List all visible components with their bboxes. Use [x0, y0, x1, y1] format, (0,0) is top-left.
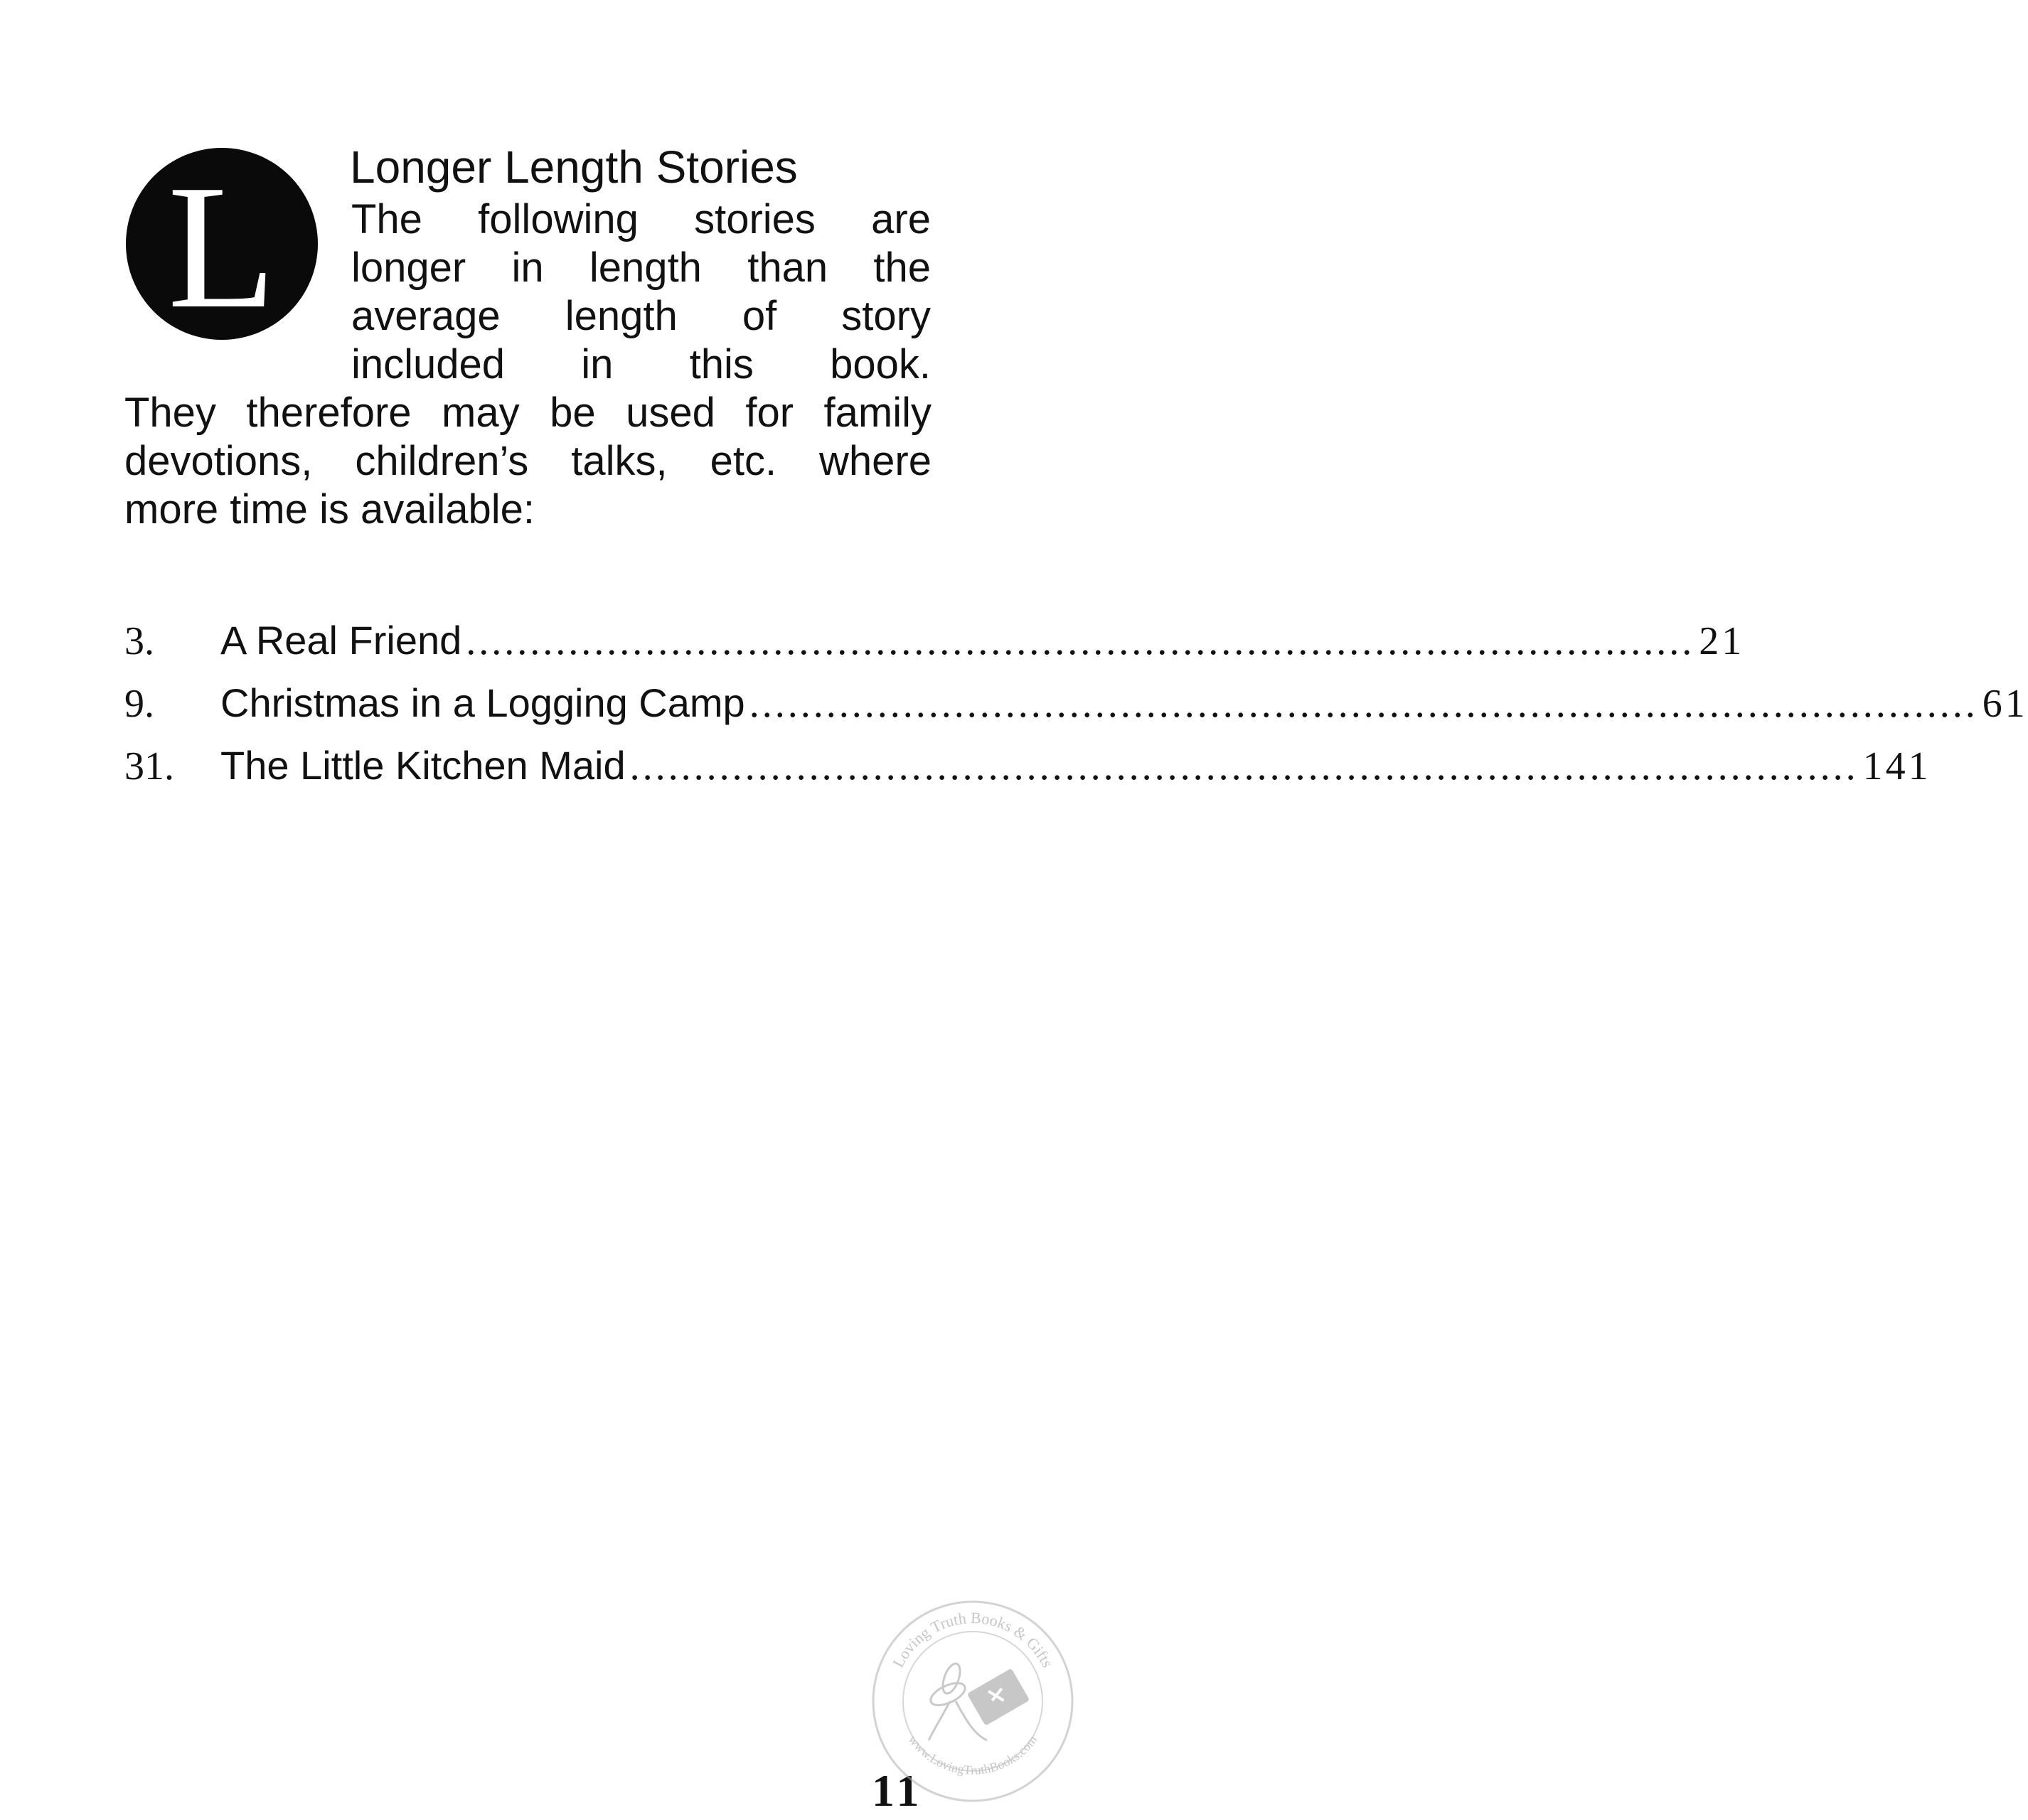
dot-leader: ................................................................................................ [466, 619, 1695, 663]
story-number: 9. [124, 682, 154, 726]
story-page-number: 61 [1982, 682, 2028, 726]
intro-line: longer in length than the [351, 245, 931, 291]
book-icon [967, 1668, 1030, 1725]
body-line: more time is available: [124, 486, 535, 532]
body-line: devotions, children’s talks, etc. where [124, 438, 932, 484]
story-number: 31. [124, 744, 174, 788]
dropcap-circle [126, 148, 318, 346]
seal-bottom-text: www.LovingTruthBooks.com [905, 1732, 1040, 1777]
story-title: The Little Kitchen Maid [220, 743, 626, 788]
dropcap-letter: L [167, 149, 277, 346]
story-page-number: 21 [1699, 619, 1745, 663]
watermark-seal [866, 1595, 1079, 1808]
story-number: 3. [124, 619, 154, 663]
page-number: 11 [872, 1765, 924, 1816]
toc-entry [124, 680, 2028, 742]
story-list [124, 617, 2028, 805]
intro-line: The following stories are [351, 196, 931, 242]
intro-line: average length of story [351, 293, 931, 339]
story-title: Christmas in a Logging Camp [220, 680, 745, 725]
seal-top-text: Loving Truth Books & Gifts [889, 1608, 1057, 1671]
section-heading: Longer Length Stories [350, 141, 798, 193]
story-title: A Real Friend [220, 618, 462, 663]
dot-leader: ................................................................................................ [749, 682, 1978, 726]
toc-entry [124, 617, 1745, 680]
toc-entry [124, 742, 1931, 805]
body-line: They therefore may be used for family [124, 390, 932, 436]
intro-line: included in this book. [351, 341, 931, 387]
dot-leader: ................................................................................................ [629, 744, 1859, 788]
story-page-number: 141 [1862, 744, 1931, 788]
